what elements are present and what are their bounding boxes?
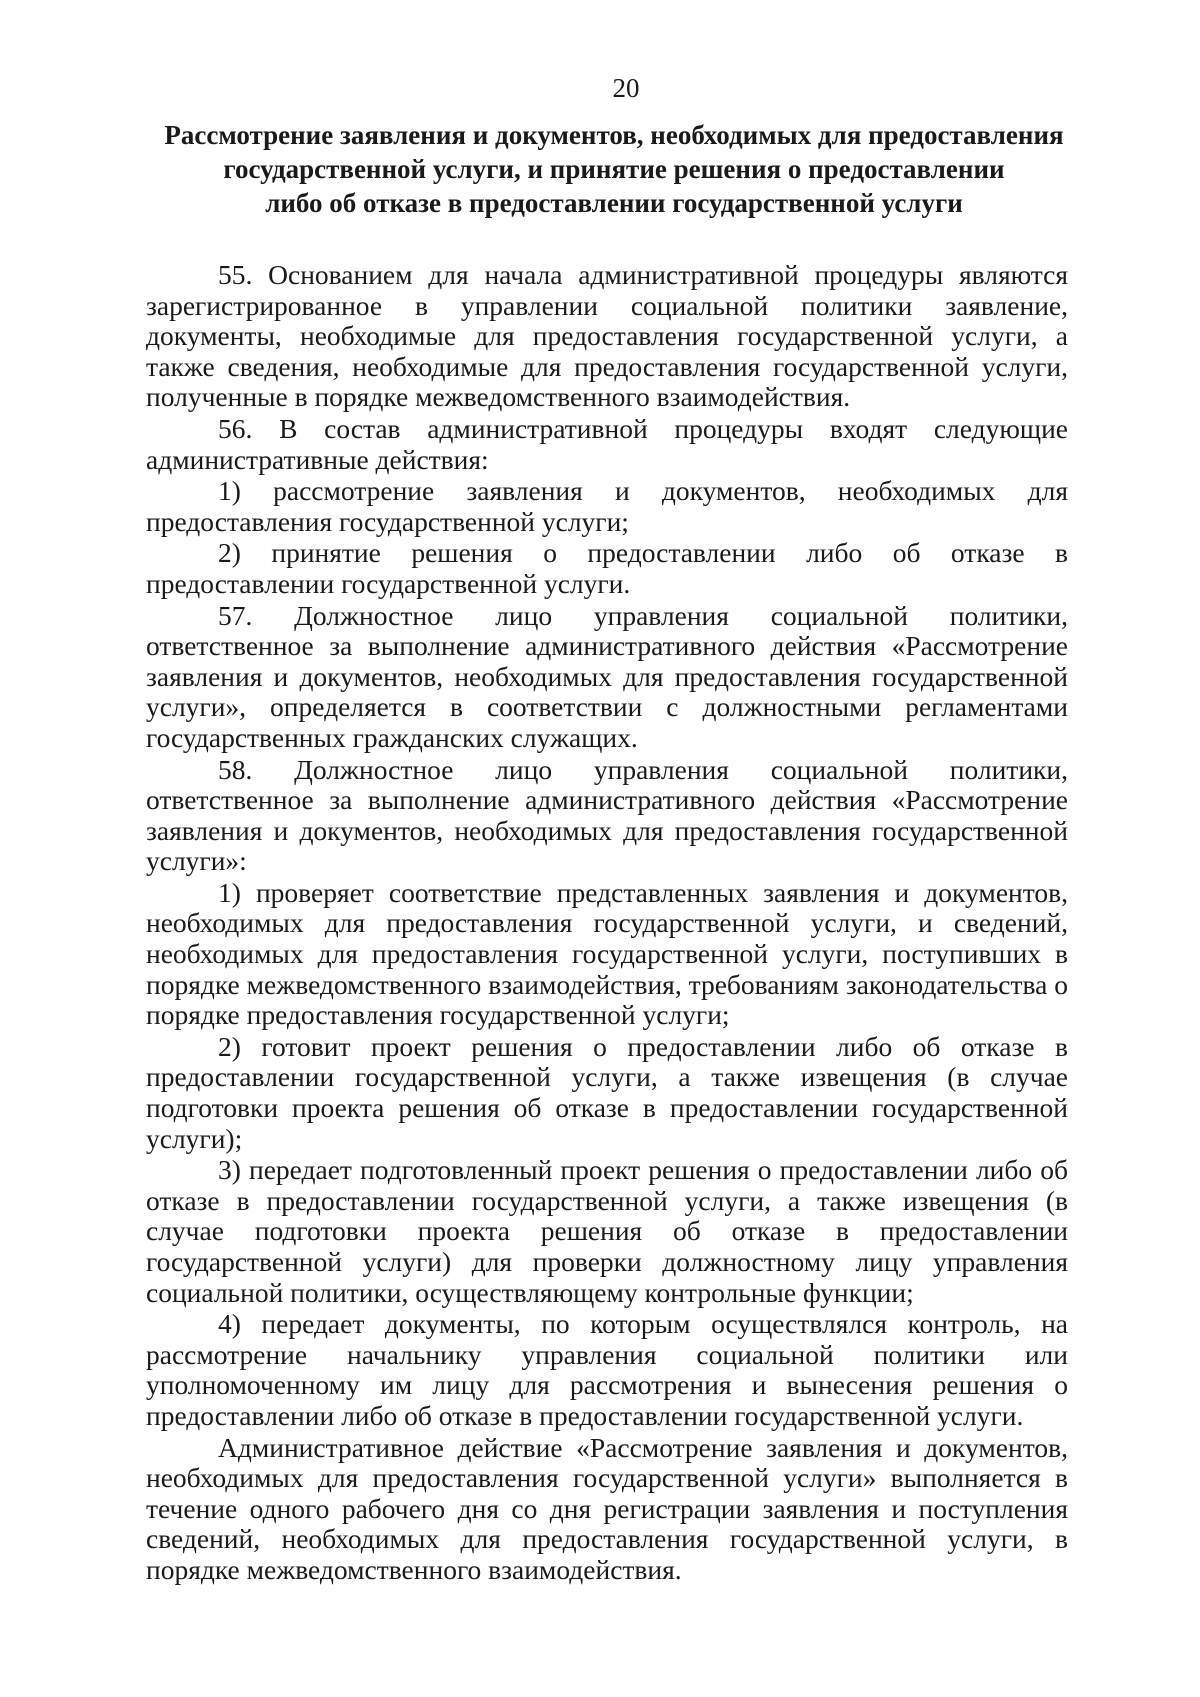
heading-line: государственной услуги, и принятие решения о предоставлении: [223, 154, 1005, 184]
paragraph-58: 58. Должностное лицо управления социальной политики, ответственное за выполнение административного действия «Рассмотрение заявления и документов, необходимых для предоставления государственной услуги»:: [146, 753, 1068, 877]
paragraph-58-item-1: 1) проверяет соответствие представленных заявления и документов, необходимых для предоставления государственной услуги, и сведений, необходимых для предоставления государственной услуги, поступивших в порядке межведомственного взаимодействия, требованиям законодательства о порядке предоставления государственной услуги;: [146, 876, 1068, 1031]
paragraph-56-item-2: 2) принятие решения о предоставлении либо об отказе в предоставлении государственной услуги.: [146, 537, 1068, 599]
paragraph-closing: Административное действие «Рассмотрение заявления и документов, необходимых для предоставления государственной услуги» выполняется в течение одного рабочего дня со дня регистрации заявления и поступления сведений, необходимых для предоставления государственной услуги, в порядке межведомственного взаимодействия.: [146, 1431, 1068, 1585]
document-body: [146, 260, 1068, 1586]
paragraph-56: 56. В состав административной процедуры входят следующие административные действия:: [146, 412, 1068, 475]
section-heading: [160, 118, 1068, 220]
paragraph-56-item-1: 1) рассмотрение заявления и документов, необходимых для предоставления государственной услуги;: [146, 475, 1068, 537]
paragraph-58-item-2: 2) готовит проект решения о предоставлении либо об отказе в предоставлении государственной услуги, а также извещения (в случае подготовки проекта решения об отказе в предоставлении государственной услуги);: [146, 1030, 1068, 1154]
heading-line: Рассмотрение заявления и документов, необходимых для предоставления: [164, 120, 1064, 150]
paragraph-57: 57. Должностное лицо управления социальной политики, ответственное за выполнение административного действия «Рассмотрение заявления и документов, необходимых для предоставления государственной услуги», определяется в соответствии с должностными регламентами государственных гражданских служащих.: [146, 599, 1068, 753]
page-number: 20: [612, 73, 640, 103]
paragraph-58-item-3: 3) передает подготовленный проект решения о предоставлении либо об отказе в предоставлении государственной услуги, а также извещения (в случае подготовки проекта решения об отказе в предоставлении государственной услуги) для проверки должностному лицу управления социальной политики, осуществляющему контрольные функции;: [146, 1154, 1068, 1308]
paragraph-58-item-4: 4) передает документы, по которым осуществлялся контроль, на рассмотрение начальнику управления социальной политики или уполномоченному им лицу для рассмотрения и вынесения решения о предоставлении либо об отказе в предоставлении государственной услуги.: [146, 1308, 1068, 1431]
paragraph-55: 55. Основанием для начала административной процедуры являются зарегистрированное в управлении социальной политики заявление, документы, необходимые для предоставления государственной услуги, а также сведения, необходимые для предоставления государственной услуги, полученные в порядке межведомственного взаимодействия.: [146, 259, 1068, 413]
heading-line: либо об отказе в предоставлении государственной услуги: [265, 188, 963, 218]
